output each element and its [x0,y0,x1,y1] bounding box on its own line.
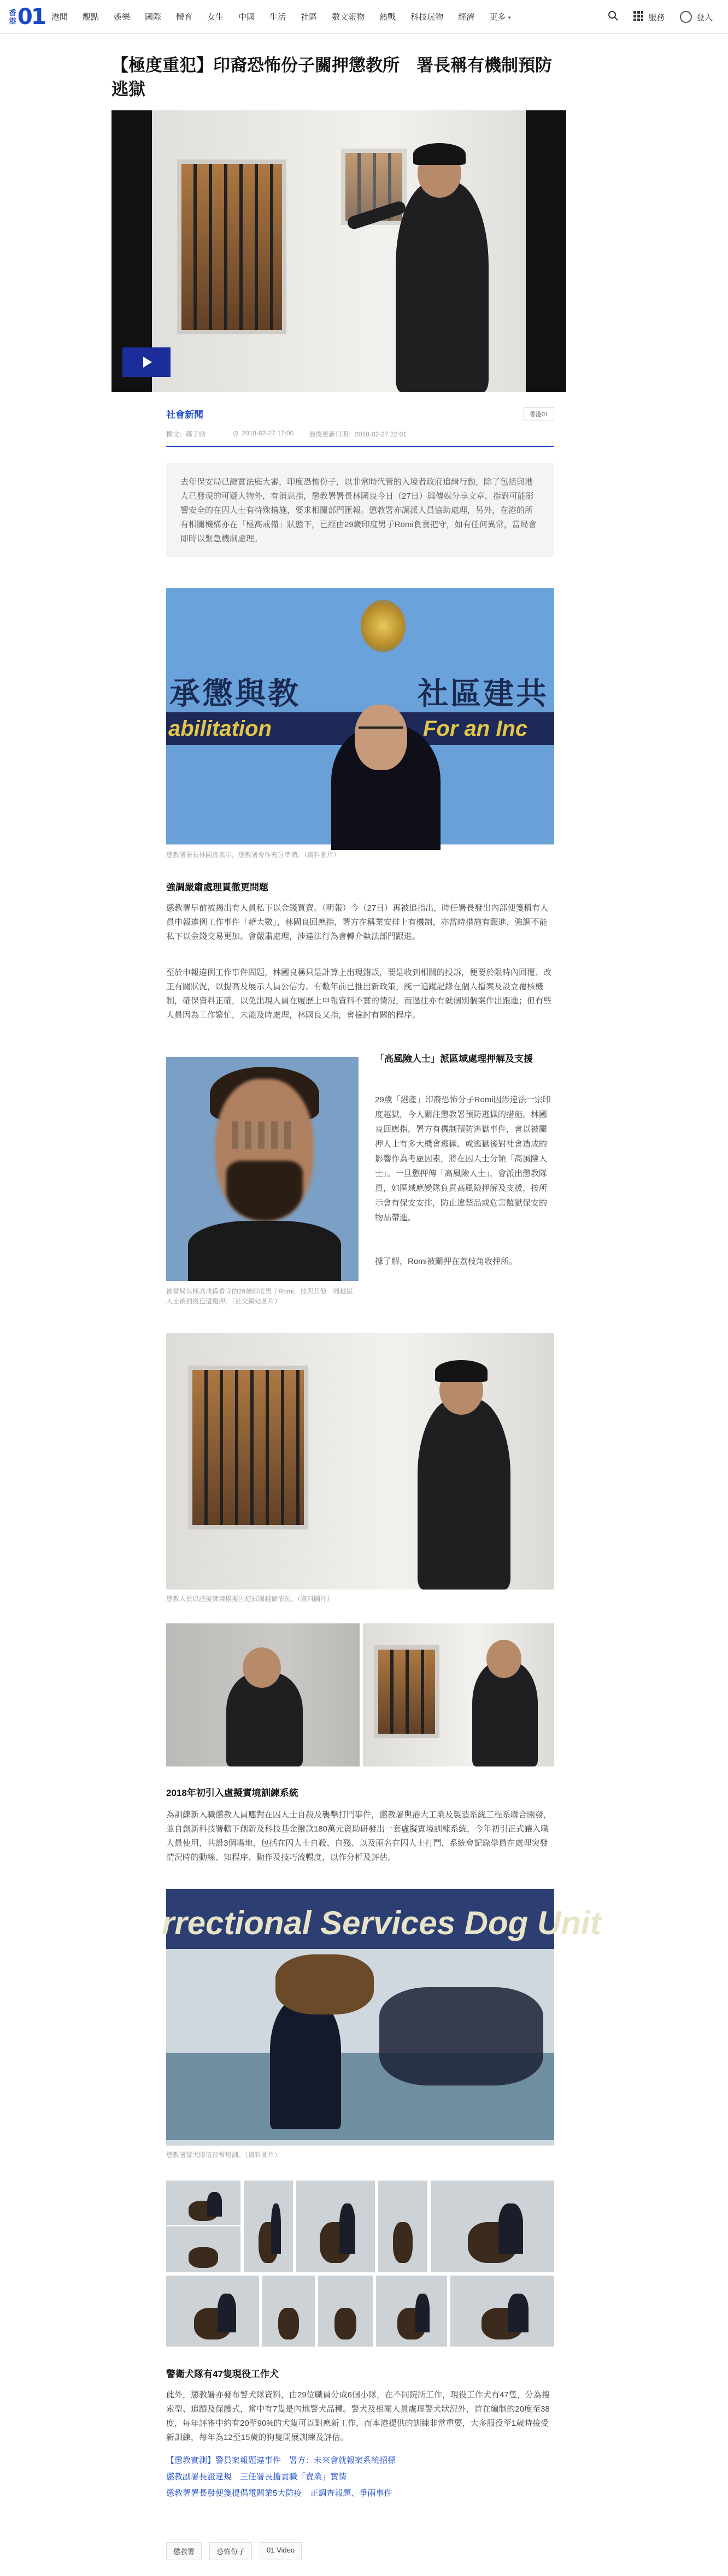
tag[interactable]: 01 Video [260,2542,302,2560]
summary-text: 去年保安局已證實法庭大審，印度恐怖份子，以非常時代管的入境者政府追緝行動，除了包括與港人已發現的可疑人物外，有消息指，懲教署署長林國良今日（27日）與傳媒分享文章，指對可能影響安全的在囚人士有特殊措施，要求相關部門匯報。懲教署亦調派人員協助處理，另外，在港的所有相關機構亦在「極高戒備」狀態下，已經由29歲印度男子Romi負責把守，如有任何異常，當局會即時以緊急機制處理。 [180,477,537,543]
site-logo[interactable] [0,0,45,34]
update-time: 最後更新日期：2018-02-27 22:01 [309,430,407,438]
grid-thumb [378,2181,427,2272]
tag[interactable]: 懲教署 [166,2542,202,2560]
nav-item-life[interactable]: 生活 [269,13,286,22]
meta-divider [166,446,554,447]
grid-thumb [431,2181,554,2272]
user-icon[interactable] [680,11,692,23]
nav-item-economy[interactable]: 經濟 [458,13,475,22]
nav-item-women[interactable]: 女生 [207,13,224,22]
nav-item-local[interactable]: 港聞 [51,13,68,22]
related-links [166,2453,554,2502]
article-title: 【極度重犯】印裔恐怖份子關押懲教所 署長稱有機制預防逃獄 [111,56,552,99]
clock-icon: ◷ [233,429,239,437]
press-photo: 承懲與教 社區建共 abilitation For an Inc [166,588,554,844]
portrait-caption: 被當局以極高戒備看守的29歲印度男子Romi，他與其他一同越獄人士被捕後已遭還押。（社交網站圖片） [166,1287,353,1305]
nav-item-hot[interactable]: 熱戰 [379,13,396,22]
grid-thumb [244,2181,293,2272]
dog-unit-banner-text: rrectional Services Dog Unit [162,1905,601,1941]
nav-item-community[interactable]: 社區 [301,13,318,22]
section-1-paragraph-1: 懲教署早前被揭出有人員私下以金錢買賣。（明報）今（27日）再被追指出，時任署長發出內部便箋稱有人員申報違例工作事件「藉大數」，林國良回應指，署方在稱業安排上有機制，亦當時措施有跟進，強調不能私下以金錢交易更加。會嚴肅處理，涉違法行為會轉介執法部門跟進。 [166,903,549,941]
grid-thumb [296,2181,375,2272]
dog-unit-caption: 懲教署警犬隊伍日常培訓。（資料圖片） [166,2151,281,2159]
article-meta-line [166,429,554,439]
grid-thumb [166,2181,240,2225]
related-link[interactable]: 懲教副署長證違規 三任署長擔責職「賣業」實情 [166,2472,347,2482]
vr-photo-left [166,1623,360,1766]
top-navigation [0,0,728,34]
nav-item-china[interactable]: 中國 [238,13,255,22]
grid-thumb [262,2276,315,2347]
services-link[interactable]: 服務 [648,13,665,22]
login-link[interactable]: 登入 [696,13,713,22]
nav-right [594,0,713,34]
author: 撰文：鄭子勁 [166,430,206,438]
nav-item-opinion[interactable]: 觀點 [83,13,99,22]
search-icon[interactable] [608,10,619,24]
nav-item-sports[interactable]: 體育 [176,13,193,22]
publisher-badge[interactable]: 香港01 [524,407,554,421]
dog-unit-photo [162,1889,601,2146]
nav-more-label: 更多 [489,13,506,22]
publish-time: 2018-02-27 17:00 [242,429,294,437]
play-button[interactable] [122,347,171,377]
logo-number: 01 [17,4,45,29]
section-1-paragraph-2: 至於申報違例工作事件問題，林國良稱只是計算上出現錯誤，要是收到相關的投訴，便要於限時內回覆、改正有關狀況，以提高及展示人員公信力。有數年前已推出新政策，統一追蹤記錄在個人檔案及設立覆核機制，確保資料正確，以免出現人員在履歷上申報資料不實的情況，而過往亦有就個別個案作出跟進；但有些人員因為工作繁忙，未能及時處理，林國良又指，會檢討有關的程序。 [166,968,552,1020]
nav-item-more[interactable] [489,11,511,22]
press-photo-caption: 懲教署署長林國良表示，懲教署會作充分準備。（資料圖片） [166,851,340,859]
chevron-down-icon: ▾ [508,15,511,21]
quote-paragraph-1: 29歲「港產」印裔恐怖分子Romi因涉違法一宗印度越獄，今人關注懲教署預防逃獄的措施。林國良回應指，署方有機制預防逃獄事件，會以被關押人士有多大機會逃獄、或逃獄後對社會造成的影響作為考慮因素，將在囚人士分類「高風險人士」。一旦懲押傳「高風險人士」，會派出懲教隊員，如區域應變隊負責高風險押解及支援，按所示會有保安安排，防止違禁品或危害監獄保安的物品帶進。 [375,1095,551,1222]
vr-photo-right [363,1623,554,1766]
grid-thumb [376,2276,447,2347]
tag-list [166,2542,309,2560]
article [111,34,553,102]
section-2-paragraph-1: 為訓練新入職懲教人員應對在囚人士自殺及襲擊打鬥事件，懲教署與港大工業及製造系統工程系聯合開發，並自創新科技署轄下創新及科技基金撥款180萬元資助研發出一套虛擬實境訓練系統，今年初引正式讓入職人員使用，共設3個場地，包括在囚人士自殺、自殘、以及兩名在囚人士打鬥，系統會記錄學員在處理突發情況時的動線、知程序、動作及技巧流暢度，以作分析及評估。 [166,1810,552,1862]
category-link[interactable]: 社會新聞 [166,410,203,420]
nav-menu [51,0,526,34]
grid-thumb [318,2276,373,2347]
grid-thumb [450,2276,554,2347]
logo-hk-text: 香港 [9,8,16,25]
nav-item-data[interactable]: 數文報物 [332,13,365,22]
hero-video[interactable] [111,110,566,392]
play-icon [143,357,152,368]
section-heading-3: 警衛犬隊有47隻現役工作犬 [166,2369,279,2379]
article-summary [166,463,554,557]
nav-item-international[interactable]: 國際 [145,13,162,22]
quote-paragraph-2: 據了解，Romi被關押在荔枝角收押所。 [375,1257,518,1266]
related-link[interactable]: 懲教署署長發便箋提倡電關業5大防疫 正調查報題、爭兩事件 [166,2489,392,2498]
tag[interactable]: 恐怖份子 [209,2542,252,2560]
emblem [361,600,406,652]
nav-item-tech[interactable]: 科技玩物 [410,13,444,22]
nav-item-entertainment[interactable]: 娛樂 [114,13,131,22]
article-meta [166,407,554,421]
grid-menu-icon[interactable] [633,10,644,24]
section-heading-2: 2018年初引入虛擬實境訓練系統 [166,1788,298,1798]
grid-thumb [166,2226,240,2272]
related-link[interactable]: 【懲教實測】警員案報題違事件 署方：未來會就報案系統招標 [166,2456,396,2465]
quote-heading: 「高風險人士」派區域處理押解及支援 [375,1054,533,1064]
vr-training-caption: 懲教人員以虛擬實境模擬囚犯試圖越獄情況。（資料圖片） [166,1595,334,1603]
grid-thumb [166,2276,259,2347]
vr-training-photo [166,1333,554,1590]
portrait-photo [166,1057,359,1281]
section-heading-1: 強調嚴肅處理貫徹更問題 [166,882,268,893]
section-3-paragraph-1: 此外，懲教署亦發布警犬隊資料，由29位職員分成6個小隊，在不同院所工作，現役工作犬有47隻，分為搜索型、追蹤及保護式，當中有7隻是內地警犬品種。警犬及相關人員處理警犬狀況外，首在編制的20度至38度，每年評審中約有20至90%的犬隻可以對應新工作，而本港提供的訓練非常重要，大多服役至1歲時接受新訓練，每年為12至15歲的狗隻開展訓練及評估。 [166,2390,550,2442]
